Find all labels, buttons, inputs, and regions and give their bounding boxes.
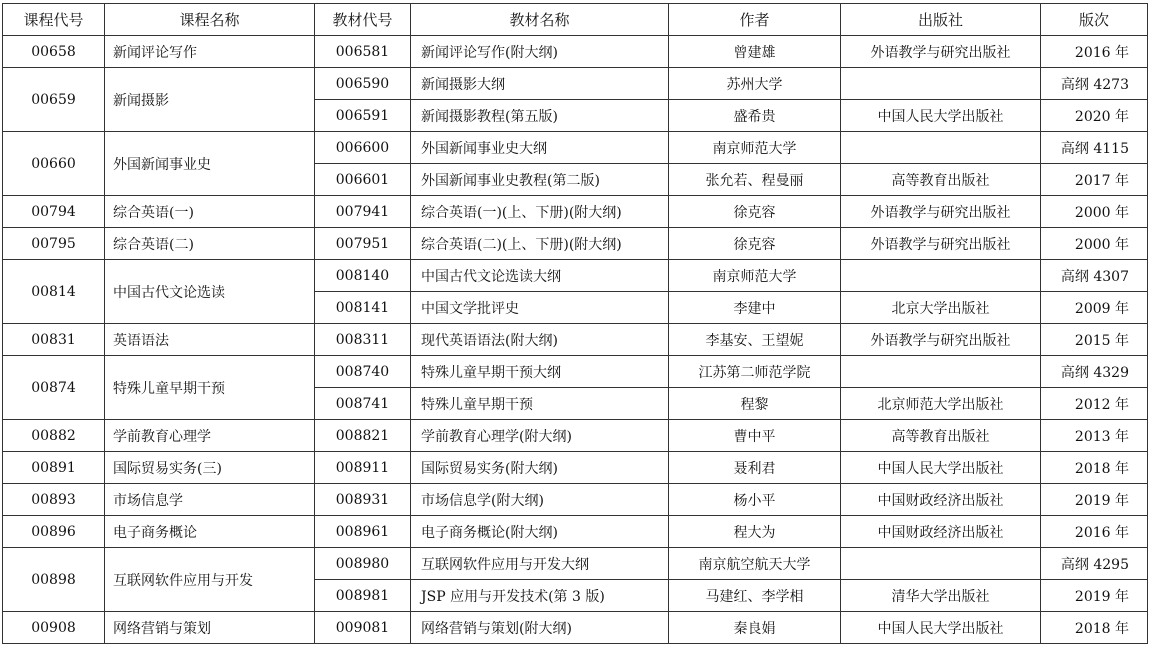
author: 杨小平 (669, 484, 841, 516)
edition: 2016 年 (1041, 516, 1148, 548)
book-code: 006581 (315, 36, 411, 68)
header-publisher: 出版社 (841, 4, 1041, 36)
book-code: 006601 (315, 164, 411, 196)
book-name: 综合英语(一)(上、下册)(附大纲) (411, 196, 669, 228)
book-code: 007951 (315, 228, 411, 260)
book-code: 008741 (315, 388, 411, 420)
author: 盛希贵 (669, 100, 841, 132)
table-row (3, 356, 1148, 388)
book-code: 008911 (315, 452, 411, 484)
table-body (3, 36, 1148, 644)
edition: 2018 年 (1041, 612, 1148, 644)
book-name: 市场信息学(附大纲) (411, 484, 669, 516)
header-book-name: 教材名称 (411, 4, 669, 36)
edition: 2019 年 (1041, 484, 1148, 516)
author: 苏州大学 (669, 68, 841, 100)
author: 曹中平 (669, 420, 841, 452)
course-name: 综合英语(二) (105, 228, 315, 260)
author: 徐克容 (669, 196, 841, 228)
publisher: 中国财政经济出版社 (841, 484, 1041, 516)
edition: 2000 年 (1041, 196, 1148, 228)
table-row (3, 324, 1148, 356)
author: 秦良娟 (669, 612, 841, 644)
book-name: 互联网软件应用与开发大纲 (411, 548, 669, 580)
course-code: 00874 (3, 356, 105, 420)
author: 南京师范大学 (669, 260, 841, 292)
edition: 高纲 4295 (1041, 548, 1148, 580)
publisher: 高等教育出版社 (841, 164, 1041, 196)
course-name: 外国新闻事业史 (105, 132, 315, 196)
book-name: 特殊儿童早期干预大纲 (411, 356, 669, 388)
header-row (3, 4, 1148, 36)
edition: 高纲 4273 (1041, 68, 1148, 100)
book-code: 006590 (315, 68, 411, 100)
author: 聂利君 (669, 452, 841, 484)
publisher (841, 356, 1041, 388)
book-code: 008311 (315, 324, 411, 356)
publisher (841, 132, 1041, 164)
author: 张允若、程曼丽 (669, 164, 841, 196)
header-edition: 版次 (1041, 4, 1148, 36)
author: 江苏第二师范学院 (669, 356, 841, 388)
course-name: 新闻评论写作 (105, 36, 315, 68)
course-code: 00658 (3, 36, 105, 68)
publisher: 中国人民大学出版社 (841, 452, 1041, 484)
header-course-code: 课程代号 (3, 4, 105, 36)
book-name: JSP 应用与开发技术(第 3 版) (411, 580, 669, 612)
table-row (3, 612, 1148, 644)
table-row (3, 420, 1148, 452)
publisher: 中国财政经济出版社 (841, 516, 1041, 548)
book-code: 008140 (315, 260, 411, 292)
book-code: 006600 (315, 132, 411, 164)
course-code: 00660 (3, 132, 105, 196)
book-code: 008980 (315, 548, 411, 580)
book-code: 009081 (315, 612, 411, 644)
edition: 2018 年 (1041, 452, 1148, 484)
course-code: 00896 (3, 516, 105, 548)
edition: 2020 年 (1041, 100, 1148, 132)
course-name: 特殊儿童早期干预 (105, 356, 315, 420)
publisher: 北京师范大学出版社 (841, 388, 1041, 420)
book-name: 网络营销与策划(附大纲) (411, 612, 669, 644)
course-name: 网络营销与策划 (105, 612, 315, 644)
author: 南京航空航天大学 (669, 548, 841, 580)
author: 曾建雄 (669, 36, 841, 68)
publisher: 高等教育出版社 (841, 420, 1041, 452)
header-author: 作者 (669, 4, 841, 36)
book-code: 008981 (315, 580, 411, 612)
book-name: 国际贸易实务(附大纲) (411, 452, 669, 484)
edition: 2000 年 (1041, 228, 1148, 260)
publisher (841, 260, 1041, 292)
book-name: 学前教育心理学(附大纲) (411, 420, 669, 452)
book-name: 综合英语(二)(上、下册)(附大纲) (411, 228, 669, 260)
table-row (3, 68, 1148, 100)
course-name: 市场信息学 (105, 484, 315, 516)
table-row (3, 196, 1148, 228)
publisher (841, 548, 1041, 580)
course-code: 00898 (3, 548, 105, 612)
publisher (841, 68, 1041, 100)
edition: 高纲 4307 (1041, 260, 1148, 292)
publisher: 外语教学与研究出版社 (841, 196, 1041, 228)
book-name: 电子商务概论(附大纲) (411, 516, 669, 548)
course-code: 00814 (3, 260, 105, 324)
book-code: 008740 (315, 356, 411, 388)
course-name: 互联网软件应用与开发 (105, 548, 315, 612)
book-name: 中国古代文论选读大纲 (411, 260, 669, 292)
book-name: 新闻摄影教程(第五版) (411, 100, 669, 132)
book-name: 外国新闻事业史教程(第二版) (411, 164, 669, 196)
edition: 2013 年 (1041, 420, 1148, 452)
book-code: 007941 (315, 196, 411, 228)
book-name: 新闻评论写作(附大纲) (411, 36, 669, 68)
edition: 高纲 4115 (1041, 132, 1148, 164)
author: 李基安、王望妮 (669, 324, 841, 356)
book-code: 006591 (315, 100, 411, 132)
course-code: 00882 (3, 420, 105, 452)
course-code: 00893 (3, 484, 105, 516)
author: 马建红、李学相 (669, 580, 841, 612)
book-name: 新闻摄影大纲 (411, 68, 669, 100)
course-code: 00794 (3, 196, 105, 228)
table-row (3, 228, 1148, 260)
author: 程大为 (669, 516, 841, 548)
course-name: 电子商务概论 (105, 516, 315, 548)
course-name: 中国古代文论选读 (105, 260, 315, 324)
edition: 2016 年 (1041, 36, 1148, 68)
publisher: 清华大学出版社 (841, 580, 1041, 612)
course-name: 国际贸易实务(三) (105, 452, 315, 484)
author: 李建中 (669, 292, 841, 324)
table-row (3, 516, 1148, 548)
textbook-table (2, 3, 1148, 644)
author: 程黎 (669, 388, 841, 420)
course-name: 学前教育心理学 (105, 420, 315, 452)
publisher: 中国人民大学出版社 (841, 100, 1041, 132)
edition: 2015 年 (1041, 324, 1148, 356)
course-code: 00891 (3, 452, 105, 484)
edition: 2017 年 (1041, 164, 1148, 196)
header-book-code: 教材代号 (315, 4, 411, 36)
publisher: 中国人民大学出版社 (841, 612, 1041, 644)
publisher: 外语教学与研究出版社 (841, 324, 1041, 356)
publisher: 外语教学与研究出版社 (841, 36, 1041, 68)
book-name: 现代英语语法(附大纲) (411, 324, 669, 356)
course-code: 00908 (3, 612, 105, 644)
edition: 2009 年 (1041, 292, 1148, 324)
table-row (3, 36, 1148, 68)
publisher: 外语教学与研究出版社 (841, 228, 1041, 260)
course-name: 英语语法 (105, 324, 315, 356)
book-name: 外国新闻事业史大纲 (411, 132, 669, 164)
book-name: 特殊儿童早期干预 (411, 388, 669, 420)
table-row (3, 260, 1148, 292)
publisher: 北京大学出版社 (841, 292, 1041, 324)
course-code: 00831 (3, 324, 105, 356)
book-code: 008141 (315, 292, 411, 324)
table-row (3, 452, 1148, 484)
author: 徐克容 (669, 228, 841, 260)
table-row (3, 132, 1148, 164)
course-code: 00795 (3, 228, 105, 260)
book-code: 008821 (315, 420, 411, 452)
course-name: 新闻摄影 (105, 68, 315, 132)
table-row (3, 484, 1148, 516)
edition: 2019 年 (1041, 580, 1148, 612)
book-name: 中国文学批评史 (411, 292, 669, 324)
book-code: 008961 (315, 516, 411, 548)
table-row (3, 548, 1148, 580)
header-course-name: 课程名称 (105, 4, 315, 36)
edition: 2012 年 (1041, 388, 1148, 420)
course-name: 综合英语(一) (105, 196, 315, 228)
edition: 高纲 4329 (1041, 356, 1148, 388)
author: 南京师范大学 (669, 132, 841, 164)
course-code: 00659 (3, 68, 105, 132)
book-code: 008931 (315, 484, 411, 516)
